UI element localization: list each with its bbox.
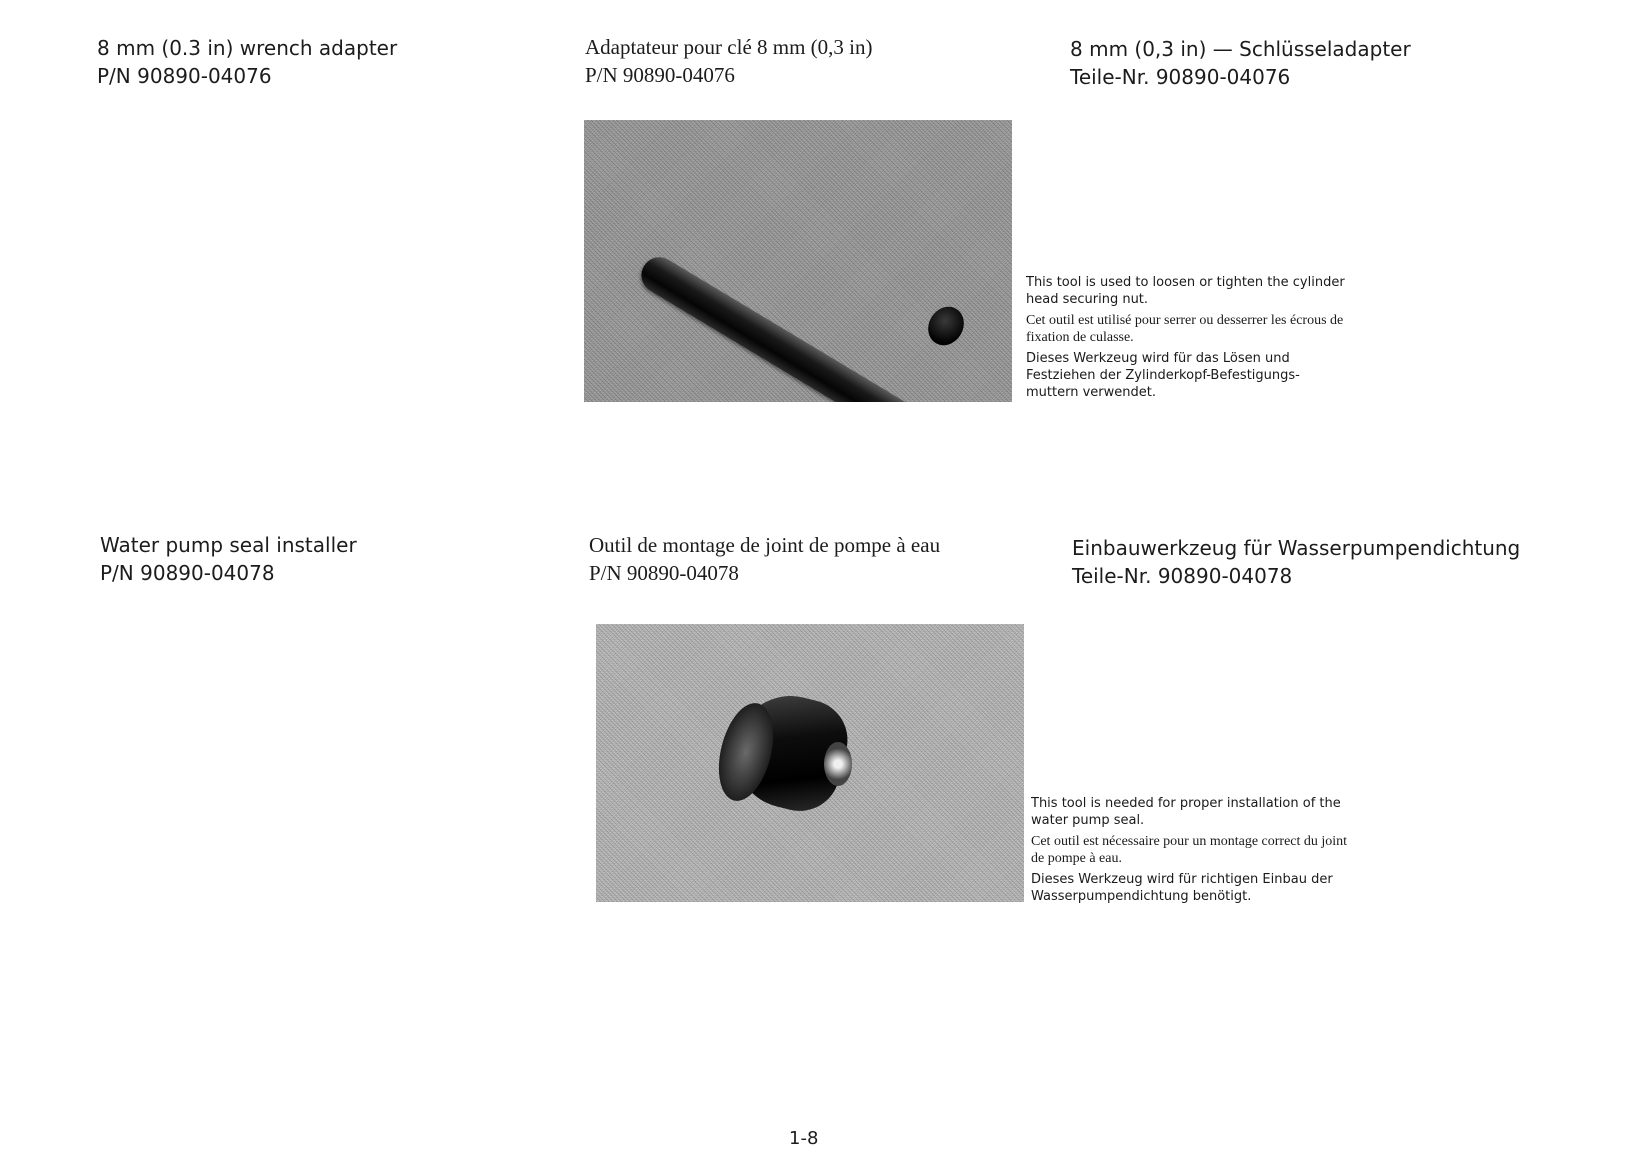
tool2-name-en: Water pump seal installer: [100, 533, 357, 557]
tool1-title-fr: [585, 33, 873, 89]
tool1-name-fr: Adaptateur pour clé 8 mm (0,3 in): [585, 35, 873, 59]
tool1-pn-en: P/N 90890-04076: [97, 64, 272, 88]
tool1-title-de: [1070, 35, 1411, 91]
tool1-description-en: This tool is used to loosen or tighten the cylinder head securing nut.: [1026, 275, 1345, 307]
tool1-pn-de: Teile-Nr. 90890-04076: [1070, 65, 1291, 89]
tool2-name-de: Einbauwerkzeug für Wasserpumpendichtung: [1072, 536, 1521, 560]
tool1-description-de: Dieses Werkzeug wird für das Lösen und Festziehen der Zylinderkopf-Befestigungs- muttern verwendet.: [1026, 351, 1300, 400]
tool2-title-fr: [589, 531, 940, 587]
tool1-name-de: 8 mm (0,3 in) — Schlüsseladapter: [1070, 37, 1411, 61]
tool1-description: [1026, 274, 1346, 405]
tool2-title-en: [100, 531, 357, 587]
tool2-pn-de: Teile-Nr. 90890-04078: [1072, 564, 1293, 588]
tool1-description-fr: Cet outil est utilisé pour serrer ou desserrer les écrous de fixation de culasse.: [1026, 313, 1344, 345]
tool2-title-de: [1072, 534, 1520, 590]
tool1-name-en: 8 mm (0.3 in) wrench adapter: [97, 36, 398, 60]
tool2-description: [1031, 795, 1351, 909]
wrench-adapter-photo: [584, 120, 1012, 402]
tool2-description-en: This tool is needed for proper installation of the water pump seal.: [1031, 796, 1341, 828]
tool2-pn-fr: P/N 90890-04078: [589, 561, 739, 585]
tool1-title-en: [97, 34, 397, 90]
tool2-name-fr: Outil de montage de joint de pompe à eau: [589, 533, 941, 557]
tool2-pn-en: P/N 90890-04078: [100, 561, 275, 585]
page-number: 1-8: [789, 1128, 819, 1149]
tool1-pn-fr: P/N 90890-04076: [585, 63, 735, 87]
wrench-adapter-rod-end: [921, 300, 971, 352]
water-pump-seal-installer-photo: [596, 624, 1024, 902]
tool2-description-fr: Cet outil est nécessaire pour un montage correct du joint de pompe à eau.: [1031, 834, 1348, 866]
seal-installer-tip: [824, 742, 852, 786]
tool2-description-de: Dieses Werkzeug wird für richtigen Einbau der Wasserpumpendichtung benötigt.: [1031, 872, 1333, 904]
wrench-adapter-rod: [635, 251, 971, 402]
